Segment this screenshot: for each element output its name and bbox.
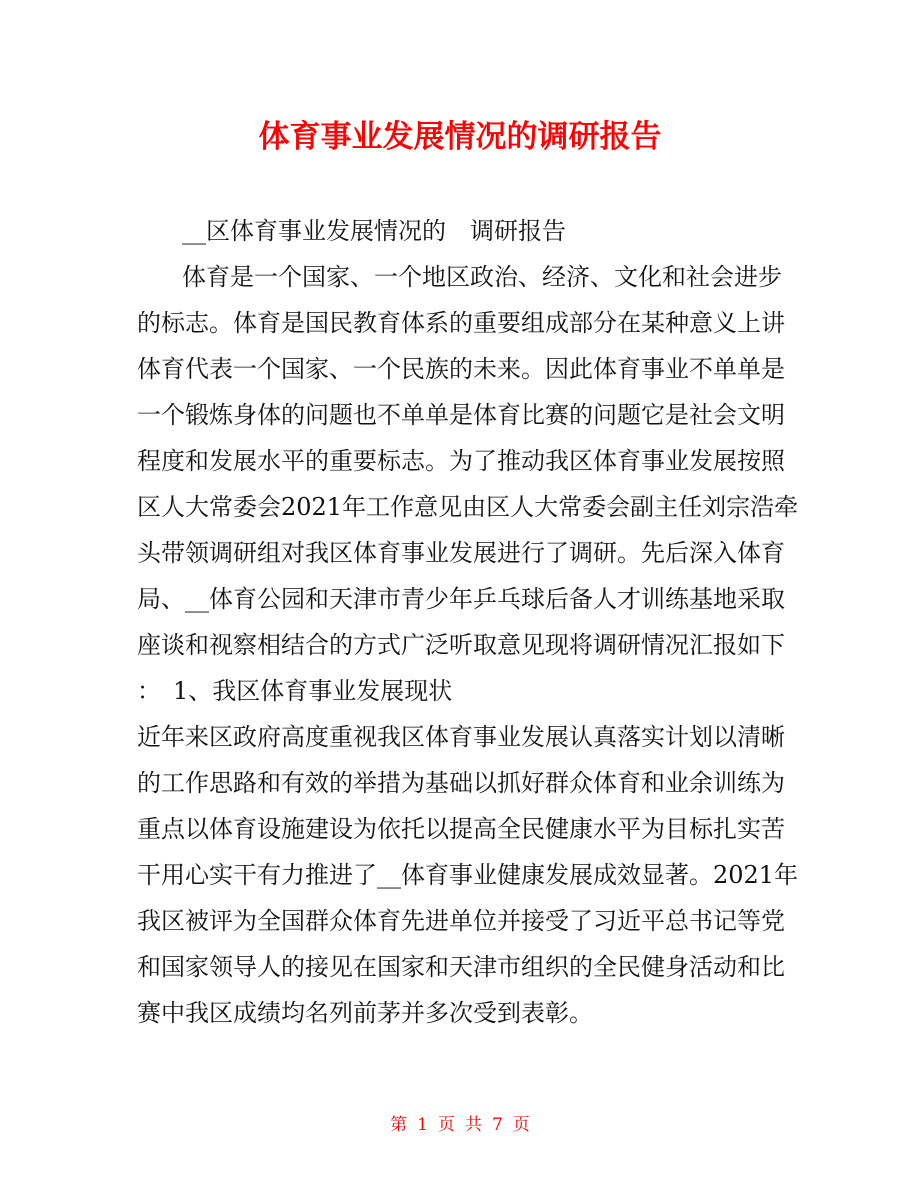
- section-heading-line: ： 1、我区体育事业发展现状: [137, 677, 453, 705]
- footer-page-word: 页: [438, 1115, 455, 1135]
- paragraph-line: 的标志。体育是国民教育体系的重要组成部分在某种意义上讲: [137, 309, 785, 337]
- footer-suffix: 页: [512, 1115, 530, 1135]
- paragraph-line: 体育是一个国家、一个地区政治、经济、文化和社会进步: [182, 263, 782, 291]
- paragraph-line: 赛中我区成绩均名列前茅并多次受到表彰。: [137, 999, 593, 1027]
- footer-total-word: 共: [465, 1115, 482, 1135]
- paragraph-line: 干用心实干有力推进了__体育事业健康发展成效显著。2021年: [137, 861, 799, 889]
- paragraph-line: 的工作思路和有效的举措为基础以抓好群众体育和业余训练为: [137, 769, 785, 797]
- paragraph-line: 一个锻炼身体的问题也不单单是体育比赛的问题它是社会文明: [137, 401, 785, 429]
- paragraph-line: 头带领调研组对我区体育事业发展进行了调研。先后深入体育: [137, 539, 785, 567]
- subtitle-line: __区体育事业发展情况的 调研报告: [182, 217, 566, 245]
- paragraph-line: 局、__体育公园和天津市青少年乒乓球后备人才训练基地采取: [137, 585, 785, 613]
- paragraph-line: 程度和发展水平的重要标志。为了推动我区体育事业发展按照: [137, 447, 785, 475]
- footer-total-pages: 7: [492, 1115, 503, 1135]
- paragraph-line: 重点以体育设施建设为依托以提高全民健康水平为目标扎实苦: [137, 815, 785, 843]
- footer-current-page: 1: [417, 1115, 428, 1135]
- paragraph-line: 座谈和视察相结合的方式广泛听取意见现将调研情况汇报如下: [137, 631, 785, 659]
- paragraph-line: 区人大常委会2021年工作意见由区人大常委会副主任刘宗浩牵: [137, 493, 799, 521]
- document-title: 体育事业发展情况的调研报告: [258, 119, 662, 155]
- paragraph-line: 我区被评为全国群众体育先进单位并接受了习近平总书记等党: [137, 907, 785, 935]
- paragraph-line: 体育代表一个国家、一个民族的未来。因此体育事业不单单是: [137, 355, 785, 383]
- page-footer: [0, 1112, 920, 1138]
- footer-prefix: 第: [390, 1115, 408, 1135]
- paragraph-line: 近年来区政府高度重视我区体育事业发展认真落实计划以清晰: [137, 723, 785, 751]
- paragraph-line: 和国家领导人的接见在国家和天津市组织的全民健身活动和比: [137, 953, 785, 981]
